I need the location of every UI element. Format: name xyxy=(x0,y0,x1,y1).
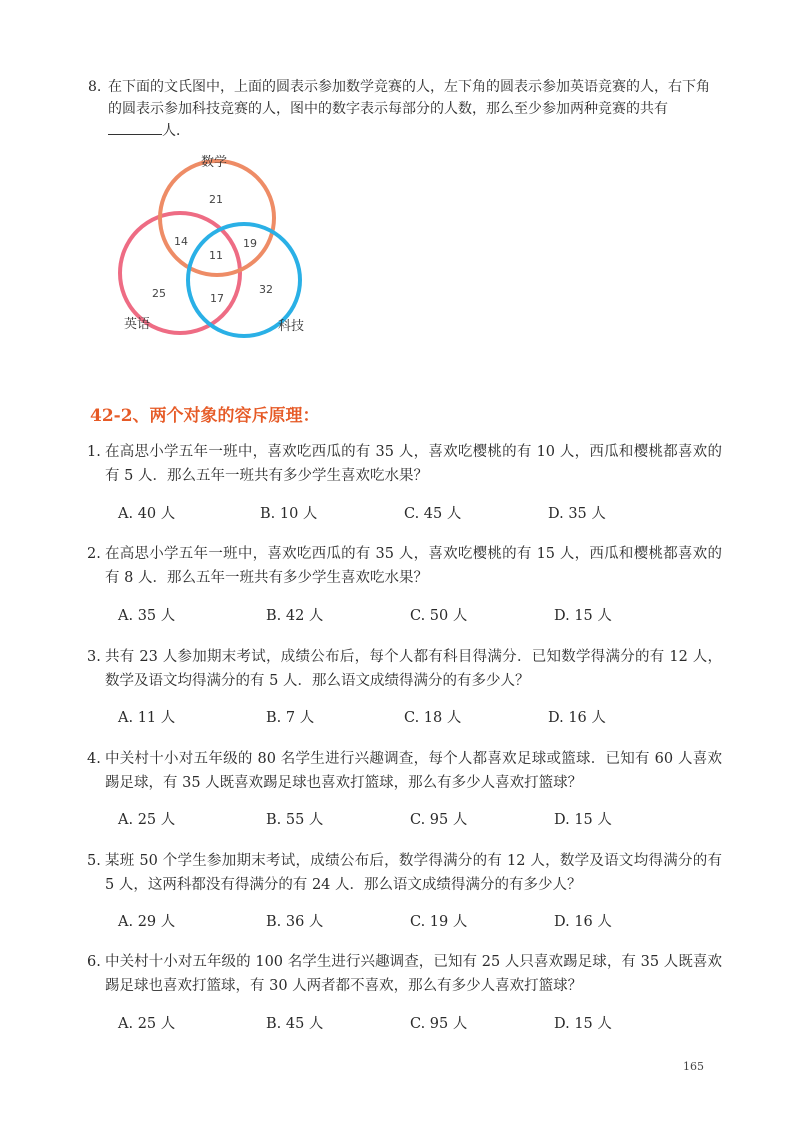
option-c[interactable]: C. 45 人 xyxy=(404,506,462,522)
option-d[interactable]: D. 15 人 xyxy=(554,812,612,828)
problem-number: 8. xyxy=(88,79,102,95)
option-b[interactable]: B. 7 人 xyxy=(266,710,315,726)
option-b[interactable]: B. 55 人 xyxy=(266,812,324,828)
option-a[interactable]: A. 25 人 xyxy=(118,1016,176,1032)
question-4 xyxy=(87,747,722,795)
options-1 xyxy=(118,502,678,524)
question-1 xyxy=(87,440,722,488)
region-all-three: 11 xyxy=(209,249,223,262)
question-number: 5. xyxy=(87,853,101,869)
problem-8 xyxy=(88,76,718,142)
question-6 xyxy=(87,950,722,998)
options-6 xyxy=(118,1012,678,1034)
option-c[interactable]: C. 95 人 xyxy=(410,1016,468,1032)
english-label: 英语 xyxy=(124,317,151,332)
math-label: 数学 xyxy=(201,155,228,170)
question-text: 共有 23 人参加期末考试，成绩公布后，每个人都有科目得满分．已知数学得满分的有 12 人，数学及语文均得满分的有 5 人．那么语文成绩得满分的有多少人？ xyxy=(105,649,722,689)
question-text: 某班 50 个学生参加期末考试，成绩公布后，数学得满分的有 12 人，数学及语文均得满分的有 5 人，这两科都没有得满分的有 24 人．那么语文成绩得满分的有多少人？ xyxy=(105,853,722,893)
option-d[interactable]: D. 15 人 xyxy=(554,1016,612,1032)
answer-blank[interactable] xyxy=(108,120,162,135)
option-c[interactable]: C. 50 人 xyxy=(410,608,468,624)
question-text: 在高思小学五年一班中，喜欢吃西瓜的有 35 人，喜欢吃樱桃的有 15 人，西瓜和樱桃都喜欢的有 8 人．那么五年一班共有多少学生喜欢吃水果？ xyxy=(105,546,722,586)
region-math-only: 21 xyxy=(209,193,223,206)
region-tech-only: 32 xyxy=(259,283,273,296)
option-d[interactable]: D. 16 人 xyxy=(548,710,606,726)
options-2 xyxy=(118,604,678,626)
question-text: 中关村十小对五年级的 80 名学生进行兴趣调查，每个人都喜欢足球或篮球．已知有 60 人喜欢踢足球，有 35 人既喜欢踢足球也喜欢打篮球，那么有多少人喜欢打篮球？ xyxy=(105,751,722,791)
region-english-tech: 17 xyxy=(210,292,224,305)
problem-text: 在下面的文氏图中，上面的圆表示参加数学竞赛的人，左下角的圆表示参加英语竞赛的人，右下角的圆表示参加科技竞赛的人，图中的数字表示每部分的人数，那么至少参加两种竞赛的共有 xyxy=(108,79,710,117)
question-number: 6. xyxy=(87,954,101,970)
page-number: 165 xyxy=(683,1060,704,1073)
option-c[interactable]: C. 95 人 xyxy=(410,812,468,828)
region-math-english: 14 xyxy=(174,235,188,248)
question-2 xyxy=(87,542,722,590)
question-number: 3. xyxy=(87,649,101,665)
question-text: 中关村十小对五年级的 100 名学生进行兴趣调查，已知有 25 人只喜欢踢足球，有 35 人既喜欢踢足球也喜欢打篮球，有 30 人两者都不喜欢，那么有多少人喜欢打篮球？ xyxy=(105,954,722,994)
options-5 xyxy=(118,910,678,932)
question-text: 在高思小学五年一班中，喜欢吃西瓜的有 35 人，喜欢吃樱桃的有 10 人，西瓜和樱桃都喜欢的有 5 人．那么五年一班共有多少学生喜欢吃水果？ xyxy=(105,444,722,484)
option-d[interactable]: D. 16 人 xyxy=(554,914,612,930)
region-math-tech: 19 xyxy=(243,237,257,250)
option-a[interactable]: A. 40 人 xyxy=(118,506,176,522)
option-b[interactable]: B. 42 人 xyxy=(266,608,324,624)
tech-label: 科技 xyxy=(278,319,305,334)
question-number: 2. xyxy=(87,546,101,562)
problem-text-container xyxy=(108,76,718,142)
option-b[interactable]: B. 45 人 xyxy=(266,1016,324,1032)
region-english-only: 25 xyxy=(152,287,166,300)
option-a[interactable]: A. 35 人 xyxy=(118,608,176,624)
question-3 xyxy=(87,645,722,693)
options-3 xyxy=(118,706,678,728)
question-number: 1. xyxy=(87,444,101,460)
question-5 xyxy=(87,849,722,897)
option-c[interactable]: C. 18 人 xyxy=(404,710,462,726)
option-b[interactable]: B. 36 人 xyxy=(266,914,324,930)
options-4 xyxy=(118,808,678,830)
option-b[interactable]: B. 10 人 xyxy=(260,506,318,522)
question-number: 4. xyxy=(87,751,101,767)
section-title: 42-2、两个对象的容斥原理： xyxy=(90,406,320,426)
venn-diagram xyxy=(118,148,318,348)
option-a[interactable]: A. 11 人 xyxy=(118,710,176,726)
option-a[interactable]: A. 25 人 xyxy=(118,812,176,828)
option-a[interactable]: A. 29 人 xyxy=(118,914,176,930)
option-c[interactable]: C. 19 人 xyxy=(410,914,468,930)
problem-suffix: 人． xyxy=(162,123,190,139)
option-d[interactable]: D. 35 人 xyxy=(548,506,606,522)
option-d[interactable]: D. 15 人 xyxy=(554,608,612,624)
